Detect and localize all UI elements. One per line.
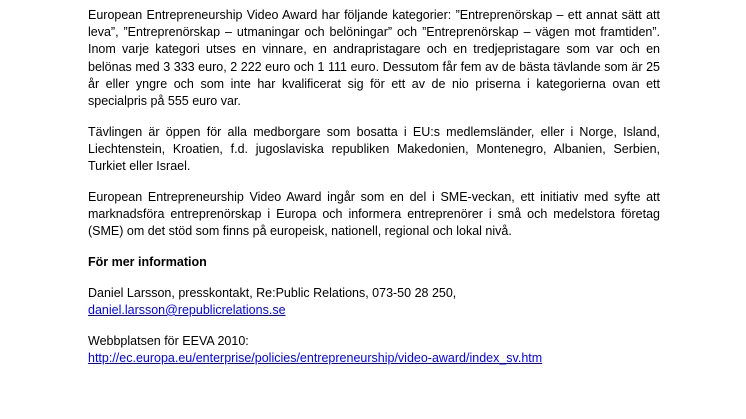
paragraph-categories: European Entrepreneurship Video Award har följande kategorier: ”Entreprenörskap – ett annat sätt att leva”, ”Entreprenörskap – utmaningar och belöningar” och ”Entreprenörskap – vägen mot framtiden”. Inom varje kategori utses en vinnare, en andrapristagare och en tredjepristagare som var och en belönas med 3 333 euro, 2 222 euro och 1 111 euro. Dessutom får fem av de bästa tävlande som är 25 år eller yngre och som inte har kvalificerat sig för ett av de nio priserna i kategorierna ovan ett specialpris på 555 euro var.: [88, 8, 660, 109]
contact-block: [88, 285, 660, 319]
contact-text: Daniel Larsson, presskontakt, Re:Public Relations, 073-50 28 250,: [88, 285, 457, 300]
paragraph-eligibility: Tävlingen är öppen för alla medborgare som bosatta i EU:s medlemsländer, eller i Norge, Island, Liechtenstein, Kroatien, f.d. jugoslaviska republiken Makedonien, Montenegro, Albanien, Serbien, Turkiet eller Israel.: [88, 124, 660, 174]
more-info-heading: För mer information: [88, 254, 207, 269]
website-label: Webbplatsen för EEVA 2010:: [88, 333, 249, 348]
document-page: [88, 7, 660, 380]
paragraph-sme-week: European Entrepreneurship Video Award ingår som en del i SME-veckan, ett initiativ med syfte att marknadsföra entreprenörskap i Europa och informera entreprenörer i små och medelstora företag (SME) om det stöd som finns på europeisk, nationell, regional och lokal nivå.: [88, 189, 660, 239]
website-block: [88, 333, 660, 367]
website-link[interactable]: http://ec.europa.eu/enterprise/policies/entrepreneurship/video-award/index_sv.htm: [88, 350, 543, 365]
contact-email-link[interactable]: daniel.larsson@republicrelations.se: [88, 302, 286, 317]
